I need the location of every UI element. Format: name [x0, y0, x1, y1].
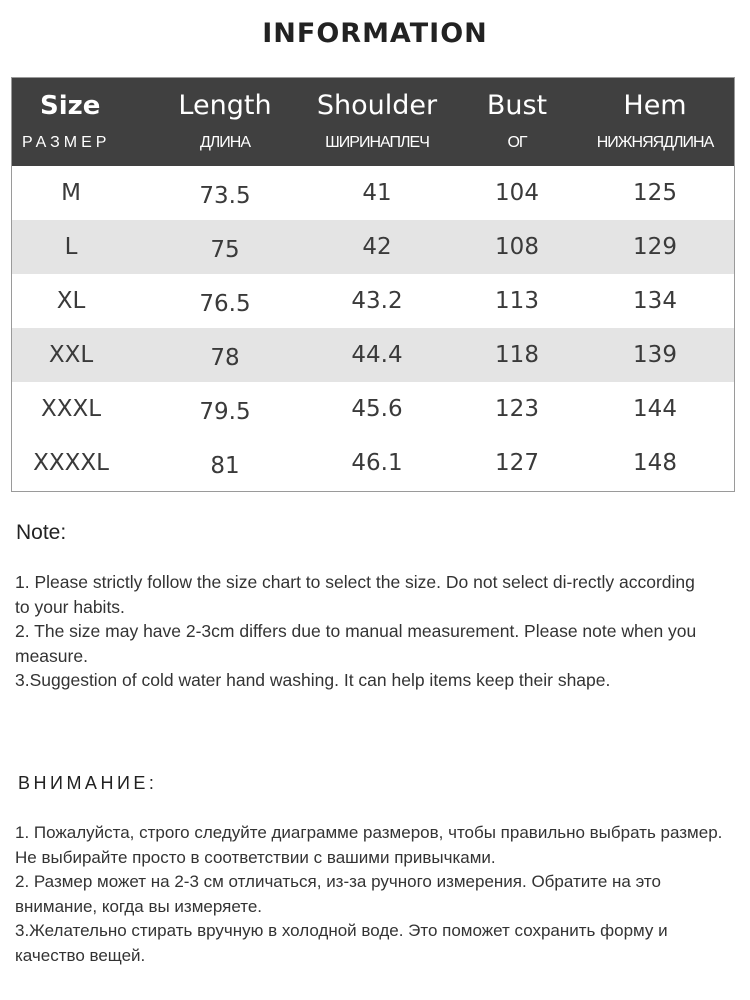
- size-cell: XXL: [48, 342, 94, 368]
- length-cell: 79.5: [199, 399, 251, 425]
- note-ru-item: 3.Желательно стирать вручную в холодной воде. Это поможет сохранить форму и качество вещей.: [15, 921, 668, 965]
- table-row: [12, 328, 734, 382]
- shoulder-cell: 42: [362, 234, 392, 260]
- header-size-ru: РАЗМЕР: [22, 134, 111, 151]
- header-hem: [582, 78, 728, 166]
- hem-cell: 125: [633, 180, 677, 206]
- note-ru-list: [15, 821, 740, 968]
- note-item: 3.Suggestion of cold water hand washing. It can help items keep their shape.: [15, 670, 611, 690]
- header-hem-ru: НИЖНЯЯДЛИНА: [596, 134, 714, 151]
- note-ru-item: 2. Размер может на 2-3 см отличаться, из-за ручного измерения. Обратите на это внимание, когда вы измеряете.: [15, 872, 661, 916]
- bust-cell: 108: [495, 234, 539, 260]
- table-row: [12, 274, 734, 328]
- size-cell: XXXL: [40, 396, 102, 422]
- table-header: [12, 78, 734, 166]
- hem-cell: 144: [633, 396, 677, 422]
- bust-cell: 113: [495, 288, 539, 314]
- header-bust-en: Bust: [486, 90, 548, 121]
- bust-cell: 127: [495, 450, 539, 476]
- hem-cell: 139: [633, 342, 677, 368]
- bust-cell: 104: [495, 180, 539, 206]
- size-cell: XL: [56, 288, 86, 314]
- note-heading: Note:: [16, 521, 67, 544]
- note-item: 1. Please strictly follow the size chart to select the size. Do not select di-rectly according to your habits.: [15, 572, 695, 617]
- hem-cell: 148: [633, 450, 677, 476]
- header-hem-en: Hem: [623, 90, 687, 121]
- header-bust-ru: ОГ: [507, 134, 527, 151]
- size-cell: L: [64, 234, 78, 260]
- header-length: [130, 78, 320, 166]
- length-cell: 75: [210, 237, 240, 263]
- shoulder-cell: 44.4: [351, 342, 403, 368]
- header-shoulder-en: Shoulder: [316, 90, 438, 121]
- table-row: [12, 382, 734, 436]
- size-cell: XXXXL: [33, 450, 109, 476]
- header-size: [12, 78, 130, 166]
- note-list: [15, 570, 705, 693]
- length-cell: 76.5: [199, 291, 251, 317]
- size-cell: M: [61, 180, 81, 206]
- length-cell: 81: [210, 453, 240, 479]
- shoulder-cell: 46.1: [351, 450, 403, 476]
- table-row: [12, 166, 734, 220]
- table-row: [12, 436, 734, 490]
- header-length-ru: ДЛИНА: [199, 134, 251, 151]
- header-shoulder-ru: ШИРИНАПЛЕЧ: [325, 134, 429, 151]
- bust-cell: 123: [495, 396, 539, 422]
- header-size-en: Size: [40, 91, 101, 121]
- shoulder-cell: 45.6: [351, 396, 403, 422]
- bust-cell: 118: [495, 342, 539, 368]
- length-cell: 73.5: [199, 183, 251, 209]
- shoulder-cell: 43.2: [351, 288, 403, 314]
- header-shoulder: [302, 78, 452, 166]
- note-ru-item: 1. Пожалуйста, строго следуйте диаграмме размеров, чтобы правильно выбрать размер. Не выбирайте просто в соответствии с вашими привычками.: [15, 823, 723, 867]
- size-chart-table: [11, 77, 735, 492]
- table-row: [12, 220, 734, 274]
- header-bust: [452, 78, 582, 166]
- header-length-en: Length: [178, 90, 272, 121]
- length-cell: 78: [210, 345, 240, 371]
- page-title: INFORMATION: [262, 18, 488, 49]
- note-item: 2. The size may have 2-3cm differs due to manual measurement. Please note when you measure.: [15, 621, 697, 666]
- hem-cell: 129: [633, 234, 677, 260]
- shoulder-cell: 41: [362, 180, 392, 206]
- note-ru-heading: ВНИМАНИЕ:: [18, 773, 158, 793]
- hem-cell: 134: [633, 288, 677, 314]
